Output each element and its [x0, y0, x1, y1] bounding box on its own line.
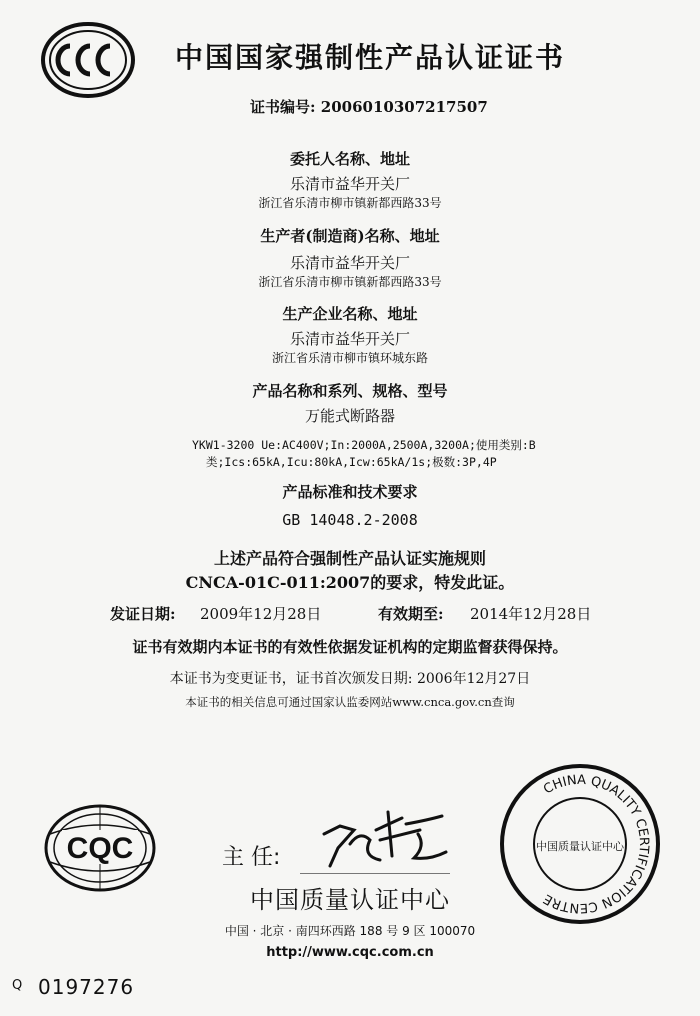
- product-spec-line1: YKW1-3200 Ue:AC400V;In:2000A,2500A,3200A;使用类别:B: [192, 438, 536, 452]
- manufacturer-heading: 生产者(制造商)名称、地址: [260, 227, 440, 245]
- change-note: 本证书为变更证书，证书首次颁发日期: 2006年12月27日: [169, 671, 531, 687]
- product-name: 万能式断路器: [304, 407, 395, 425]
- issue-date-value: 2009年12月28日: [200, 605, 322, 623]
- issuer-address: 中国 · 北京 · 南四环西路 188 号 9 区 100070: [224, 924, 476, 938]
- product-spec-line2: 类;Ics:65kA,Icu:80kA,Icw:65kA/1s;极数:3P,4P: [206, 455, 497, 469]
- query-note: 本证书的相关信息可通过国家认监委网站www.cnca.gov.cn查询: [185, 695, 515, 709]
- factory-heading: 生产企业名称、地址: [282, 305, 418, 323]
- standard-value: GB 14048.2-2008: [282, 511, 418, 529]
- manufacturer-address: 浙江省乐清市柳市镇新都西路33号: [258, 275, 442, 289]
- product-heading: 产品名称和系列、规格、型号: [252, 382, 448, 400]
- client-name: 乐清市益华开关厂: [289, 175, 410, 193]
- expiry-date-label: 有效期至:: [378, 605, 444, 623]
- director-signature: [310, 800, 460, 880]
- seal-outer-text: CHINA QUALITY CERTIFICATION CENTRE: [541, 772, 652, 916]
- client-heading: 委托人名称、地址: [289, 150, 410, 168]
- issue-date-label: 发证日期:: [110, 605, 176, 623]
- conformity-line1: 上述产品符合强制性产品认证实施规则: [213, 549, 486, 568]
- factory-name: 乐清市益华开关厂: [289, 330, 410, 348]
- standard-heading: 产品标准和技术要求: [282, 483, 418, 501]
- certificate-title: 中国国家强制性产品认证证书: [175, 41, 566, 74]
- serial-prefix: Q: [12, 978, 23, 993]
- cqc-seal: [498, 762, 662, 926]
- issuer-name: 中国质量认证中心: [250, 886, 450, 914]
- director-label: 主 任:: [222, 845, 281, 870]
- conformity-line2: CNCA-01C-011:2007的要求，特发此证。: [185, 573, 515, 592]
- seal-inner-text: 中国质量认证中心: [536, 840, 624, 853]
- ccc-logo: [40, 20, 136, 100]
- validity-note: 证书有效期内本证书的有效性依据发证机构的定期监督获得保持。: [132, 638, 568, 656]
- factory-address: 浙江省乐清市柳市镇环城东路: [271, 351, 428, 365]
- serial-number: 0197276: [38, 975, 135, 999]
- issuer-website: http://www.cqc.com.cn: [266, 945, 434, 960]
- manufacturer-name: 乐清市益华开关厂: [289, 254, 410, 272]
- client-address: 浙江省乐清市柳市镇新都西路33号: [258, 196, 442, 210]
- cqc-logo-text: CQC: [66, 832, 134, 865]
- certificate-number: 证书编号: 2006010307217507: [250, 98, 488, 116]
- expiry-date-value: 2014年12月28日: [470, 605, 592, 623]
